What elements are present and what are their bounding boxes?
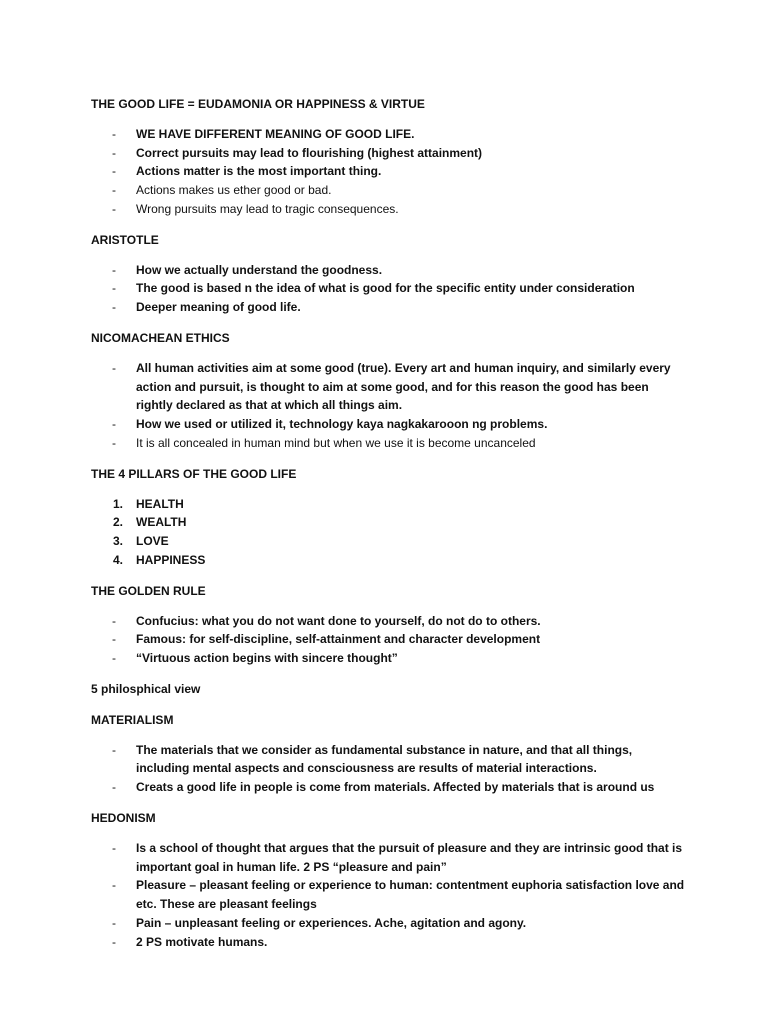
section-heading: HEDONISM xyxy=(91,810,156,825)
section-four-pillars xyxy=(91,465,688,570)
list-item: - Actions makes us ether good or bad. xyxy=(91,181,688,200)
section-nicomachean-ethics xyxy=(91,329,688,453)
section-hedonism xyxy=(91,809,688,952)
list-item: - How we used or utilized it, technology kaya nagkakarooon ng problems. xyxy=(91,415,688,434)
bullet-list xyxy=(91,612,688,668)
section-heading: THE GOLDEN RULE xyxy=(91,583,206,598)
list-item: - Pain – unpleasant feeling or experiences. Ache, agitation and agony. xyxy=(91,914,688,933)
bullet-list xyxy=(91,261,688,317)
list-item: - Wrong pursuits may lead to tragic consequences. xyxy=(91,200,688,219)
list-item-text: WEALTH xyxy=(136,515,187,530)
section-heading: THE 4 PILLARS OF THE GOOD LIFE xyxy=(91,466,297,481)
list-item xyxy=(91,532,688,551)
section-heading: THE GOOD LIFE = EUDAMONIA OR HAPPINESS & VIRTUE xyxy=(91,97,425,111)
list-item-text: HEALTH xyxy=(136,496,184,511)
list-item: - How we actually understand the goodness. xyxy=(91,261,688,280)
list-item: - The good is based n the idea of what is good for the specific entity under consideration xyxy=(91,279,688,298)
bullet-list xyxy=(91,741,688,797)
section-heading: ARISTOTLE xyxy=(91,232,159,247)
list-item: - It is all concealed in human mind but when we use it is become uncanceled xyxy=(91,434,688,453)
list-number: 4. xyxy=(113,552,124,567)
list-item xyxy=(91,513,688,532)
section-materialism xyxy=(91,711,688,797)
bullet-list xyxy=(91,359,688,453)
list-item: - “Virtuous action begins with sincere thought” xyxy=(91,649,688,668)
list-item: - The materials that we consider as fundamental substance in nature, and that all things, including mental aspects and consciousness are results of material interactions. xyxy=(91,741,688,779)
list-item: - Deeper meaning of good life. xyxy=(91,298,688,317)
section-aristotle xyxy=(91,231,688,317)
numbered-list xyxy=(91,495,688,570)
list-item xyxy=(91,495,688,514)
list-item: - Correct pursuits may lead to flourishing (highest attainment) xyxy=(91,144,688,163)
list-item-text: HAPPINESS xyxy=(136,552,206,567)
bullet-list xyxy=(91,839,688,952)
list-item: - Confucius: what you do not want done to yourself, do not do to others. xyxy=(91,612,688,631)
list-item: - Is a school of thought that argues that the pursuit of pleasure and they are intrinsic good that is important goal in human life. 2 PS “pleasure and pain” xyxy=(91,839,688,877)
list-item: - Pleasure – pleasant feeling or experience to human: contentment euphoria satisfaction love and etc. These are pleasant feelings xyxy=(91,876,688,914)
list-item-text: LOVE xyxy=(136,534,169,549)
list-item: - Creats a good life in people is come from materials. Affected by materials that is around us xyxy=(91,778,688,797)
list-number: 1. xyxy=(113,496,124,511)
list-item: - All human activities aim at some good (true). Every art and human inquiry, and similarly every action and pursuit, is thought to aim at some good, and for this reason the good has been rightly declared as that at which all things aim. xyxy=(91,359,688,415)
section-heading: MATERIALISM xyxy=(91,712,174,727)
section-golden-rule xyxy=(91,582,688,668)
list-number: 3. xyxy=(113,534,124,549)
section-good-life xyxy=(91,95,688,219)
list-item: - Famous: for self-discipline, self-attainment and character development xyxy=(91,630,688,649)
section-philosophical-view xyxy=(91,680,688,699)
list-item: - WE HAVE DIFFERENT MEANING OF GOOD LIFE. xyxy=(91,125,688,144)
list-item: - Actions matter is the most important thing. xyxy=(91,162,688,181)
list-item: - 2 PS motivate humans. xyxy=(91,933,688,952)
bullet-list xyxy=(91,125,688,219)
section-heading: NICOMACHEAN ETHICS xyxy=(91,330,230,345)
section-heading: 5 philosphical view xyxy=(91,681,201,696)
list-number: 2. xyxy=(113,515,124,530)
list-item xyxy=(91,551,688,570)
